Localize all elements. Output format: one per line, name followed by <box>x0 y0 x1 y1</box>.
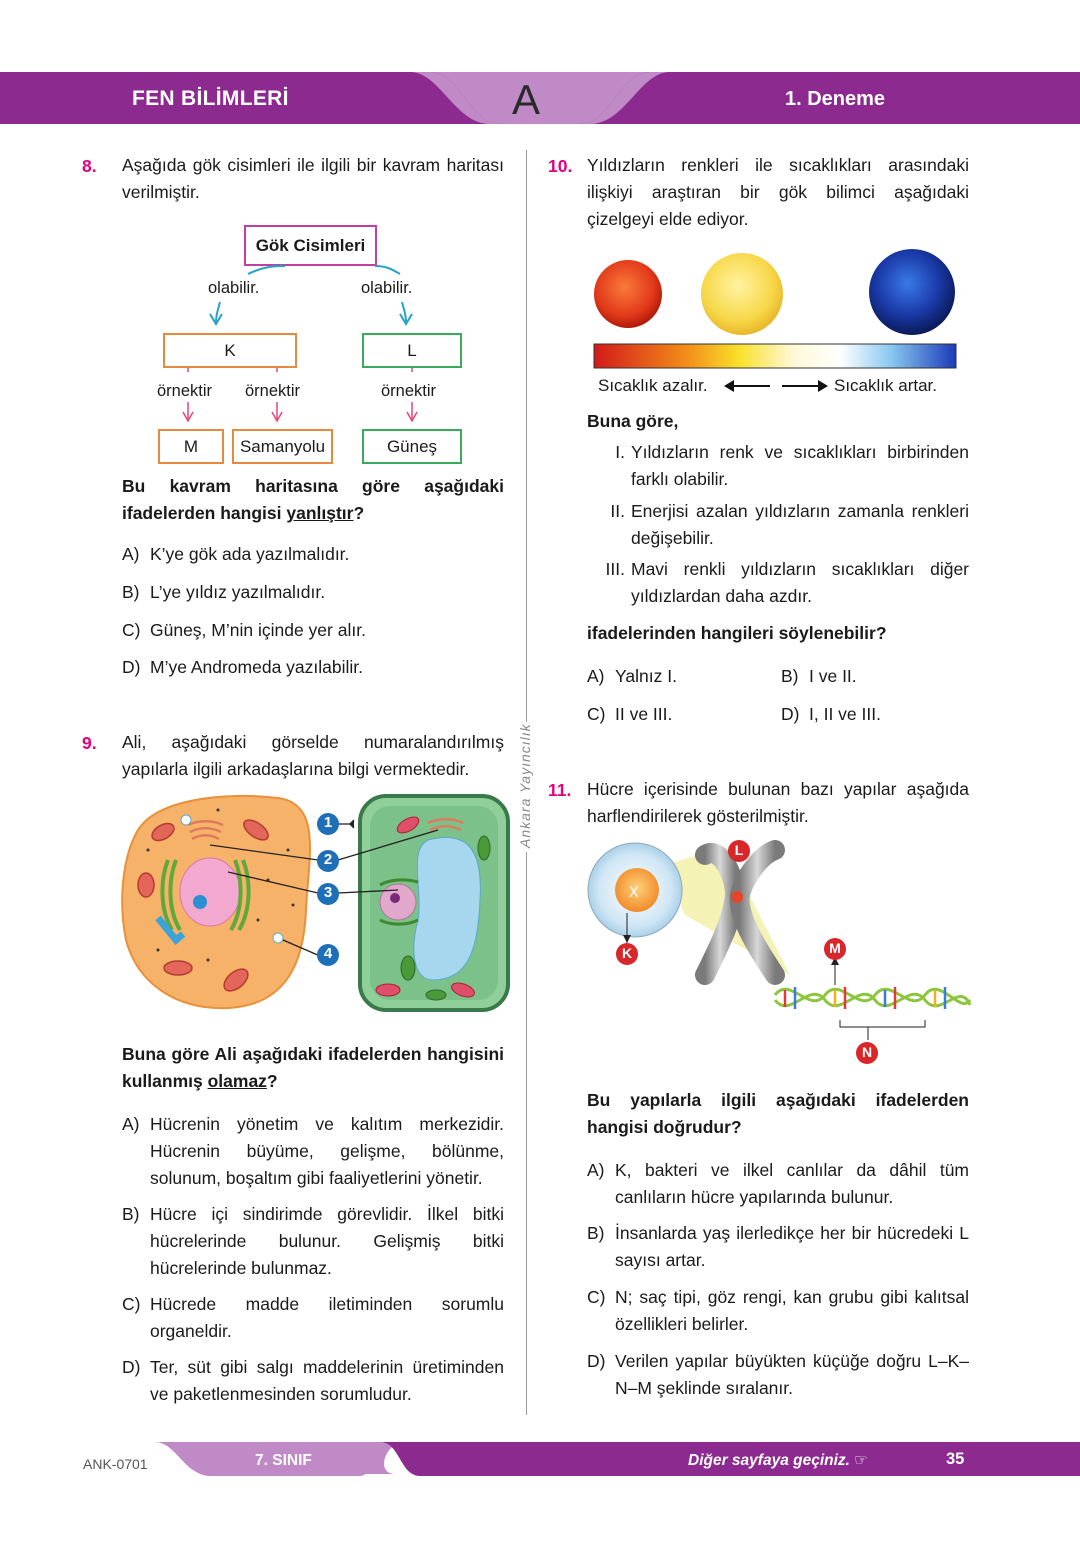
q10-option-d[interactable]: D) I, II ve III. <box>781 704 881 724</box>
map-box-l: L <box>362 333 462 368</box>
q10-option-c[interactable]: C) II ve III. <box>587 704 673 724</box>
q11-stem: Hücre içerisinde bulunan bazı yapılar aşağıda harflendirilerek gösterilmiştir. <box>587 779 969 826</box>
cell-label-1: 1 <box>323 814 333 831</box>
subject-title: FEN BİLİMLERİ <box>132 87 289 110</box>
booklet-letter: A <box>511 76 540 123</box>
dna-label-k: K <box>621 945 633 961</box>
q9-option-b[interactable]: B) Hücre içi sindirimde görevlidir. İlkel bitki hücrelerinde bulunur. Gelişmiş bitki hücrelerinde bulunmaz. <box>122 1204 504 1278</box>
q11-option-c[interactable]: C) N; saç tipi, göz rengi, kan grubu gibi kalıtsal özellikleri belirler. <box>587 1287 969 1334</box>
q9-option-a[interactable]: A) Hücrenin yönetim ve kalıtım merkezidir. Hücrenin büyüme, gelişme, bölünme, solunum, boşaltım gibi faaliyetlerini yönetir. <box>122 1114 504 1188</box>
q10-lead: Buna göre, <box>587 411 679 431</box>
cell-label-4: 4 <box>323 945 333 962</box>
map-edge-left: olabilir. <box>208 279 260 297</box>
scale-arrows <box>722 377 830 395</box>
dna-label-m: M <box>829 940 841 956</box>
q10-stem: Yıldızların renkleri ile sıcaklıkları arasındaki ilişkiyi araştıran bir gök bilimci aşağıdaki çizelgeyi elde ediyor. <box>587 155 969 229</box>
q8-option-c[interactable]: C) Güneş, M’nin içinde yer alır. <box>122 620 366 640</box>
q8-option-d[interactable]: D) M’ye Andromeda yazılabilir. <box>122 657 364 677</box>
q8-option-a[interactable]: A) K’ye gök ada yazılmalıdır. <box>122 544 350 564</box>
q11-option-d[interactable]: D) Verilen yapılar büyükten küçüğe doğru L–K–N–M şeklinde sıralanır. <box>587 1351 969 1398</box>
map-box-m: M <box>158 429 224 464</box>
publisher-side-text: Ankara Yayıncılık <box>517 723 533 848</box>
q10-number: 10. <box>548 156 573 176</box>
map-box-gunes: Güneş <box>362 429 462 464</box>
svg-text:X: X <box>629 885 639 901</box>
map-example-2: örnektir <box>245 382 301 400</box>
q10-question: ifadelerinden hangileri söylenebilir? <box>587 623 887 643</box>
q9-stem: Ali, aşağıdaki görselde numaralandırılmış yapılarla ilgili arkadaşlarına bilgi vermektedir. <box>122 732 504 779</box>
dna-label-l: L <box>734 842 744 858</box>
q9-question: Buna göre Ali aşağıdaki ifadelerden hangisini kullanmış olamaz? <box>122 1044 504 1091</box>
cell-illustration <box>118 790 510 1015</box>
q11-option-a[interactable]: A) K, bakteri ve ilkel canlılar da dâhil tüm canlıların hücre yapılarında bulunur. <box>587 1160 969 1207</box>
map-example-1: örnektir <box>157 382 213 400</box>
q8-stem: Aşağıda gök cisimleri ile ilgili bir kavram haritası verilmiştir. <box>122 155 504 202</box>
map-root: Gök Cisimleri <box>244 225 377 266</box>
exam-title: 1. Deneme <box>785 88 886 110</box>
page-number: 35 <box>946 1450 965 1468</box>
map-example-3: örnektir <box>381 382 437 400</box>
scale-label-left: Sıcaklık azalır. <box>598 376 708 395</box>
q11-question: Bu yapılarla ilgili aşağıdaki ifadelerden hangisi doğrudur? <box>587 1090 969 1137</box>
footer-bar <box>0 1440 1080 1478</box>
q10-statement-3: III. Mavi renkli yıldızların sıcaklıkları diğer yıldızlardan daha azdır. <box>605 559 969 606</box>
star-color-chart <box>590 246 962 371</box>
chromosome-dna-illustration <box>585 835 975 1067</box>
q9-number: 9. <box>82 733 97 753</box>
scale-label-right: Sıcaklık artar. <box>834 376 937 395</box>
q9-option-c[interactable]: C) Hücrede madde iletiminden sorumlu organeldir. <box>122 1294 504 1341</box>
q10-statement-1: I. Yıldızların renk ve sıcaklıkları birbirinden farklı olabilir. <box>615 442 969 489</box>
q8-number: 8. <box>82 156 97 176</box>
map-edge-right: olabilir. <box>361 279 413 297</box>
cell-label-3: 3 <box>323 884 333 901</box>
q10-option-b[interactable]: B) I ve II. <box>781 666 857 686</box>
cell-label-2: 2 <box>323 851 333 868</box>
q11-option-b[interactable]: B) İnsanlarda yaş ilerledikçe her bir hücredeki L sayısı artar. <box>587 1223 969 1270</box>
q10-statement-2: II. Enerjisi azalan yıldızların zamanla renkleri değişebilir. <box>610 501 969 548</box>
q11-number: 11. <box>548 780 572 800</box>
next-page-prompt[interactable]: Diğer sayfaya geçiniz. ☞ <box>688 1452 869 1469</box>
q9-option-d[interactable]: D) Ter, süt gibi salgı maddelerinin üretiminden ve paketlenmesinden sorumludur. <box>122 1357 504 1404</box>
q8-question: Bu kavram haritasına göre aşağıdaki ifadelerden hangisi yanlıştır? <box>122 476 504 523</box>
footer-grade: 7. SINIF <box>255 1452 312 1469</box>
map-box-k: K <box>163 333 297 368</box>
q10-option-a[interactable]: A) Yalnız I. <box>587 666 677 686</box>
dna-label-n: N <box>861 1044 873 1060</box>
footer-code: ANK-0701 <box>83 1456 148 1472</box>
q8-option-b[interactable]: B) L’ye yıldız yazılmalıdır. <box>122 582 326 602</box>
map-box-samanyolu: Samanyolu <box>232 429 333 464</box>
